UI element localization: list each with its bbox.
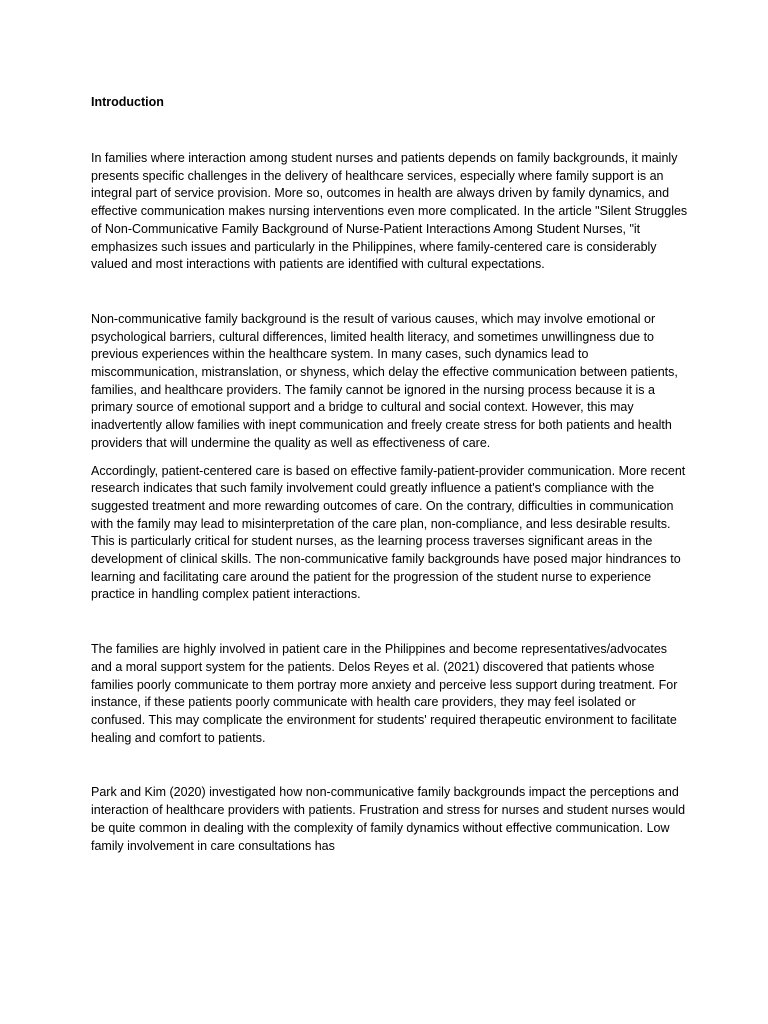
paragraph-4: The families are highly involved in patient care in the Philippines and become representatives/advocates and a moral support system for the patients. Delos Reyes et al. (2021) discovered that patients whose families poorly communicate to them portray more anxiety and perceive less support during treatment. For instance, if these patients poorly communicate with health care providers, they may feel isolated or confused. This may complicate the environment for students' required therapeutic environment to facilitate healing and comfort to patients. — [91, 642, 678, 745]
section-heading: Introduction — [91, 95, 164, 109]
paragraph-2: Non-communicative family background is the result of various causes, which may involve emotional or psychological barriers, cultural differences, limited health literacy, and sometimes unwillingness due to previous experiences within the healthcare system. In many cases, such dynamics lead to miscommunication, mistranslation, or shyness, which delay the effective communication between patients, families, and healthcare providers. The family cannot be ignored in the nursing process because it is a primary source of emotional support and a bridge to cultural and social context. However, this may inadvertently allow families with inept communication and freely create stress for both patients and health providers that will undermine the quality as well as effectiveness of care. — [91, 311, 678, 450]
paragraph-1: In families where interaction among student nurses and patients depends on family backgrounds, it mainly presents specific challenges in the delivery of healthcare services, especially where family support is an integral part of service provision. More so, outcomes in health are always driven by family dynamics, and effective communication makes nursing interventions even more complicated. In the article "Silent Struggles of Non-Communicative Family Background of Nurse-Patient Interactions Among Student Nurses, "it emphasizes such issues and particularly in the Philippines, where family-centered care is considerably valued and most interactions with patients are identified with cultural expectations. — [91, 151, 688, 272]
paragraph-5: Park and Kim (2020) investigated how non-communicative family backgrounds impact the perceptions and interaction of healthcare providers with patients. Frustration and stress for nurses and student nurses would be quite common in dealing with the complexity of family dynamics without effective communication. Low family involvement in care consultations has — [91, 785, 686, 853]
paragraph-3: Accordingly, patient-centered care is based on effective family-patient-provider communication. More recent research indicates that such family involvement could greatly influence a patient's compliance with the suggested treatment and more rewarding outcomes of care. On the contrary, difficulties in communication with the family may lead to misinterpretation of the care plan, non-compliance, and less desirable results. This is particularly critical for student nurses, as the learning process traverses significant areas in the development of clinical skills. The non-communicative family backgrounds have posed major hindrances to learning and facilitating care around the patient for the progression of the student nurse to experience practice in handling complex patient interactions. — [91, 463, 686, 602]
